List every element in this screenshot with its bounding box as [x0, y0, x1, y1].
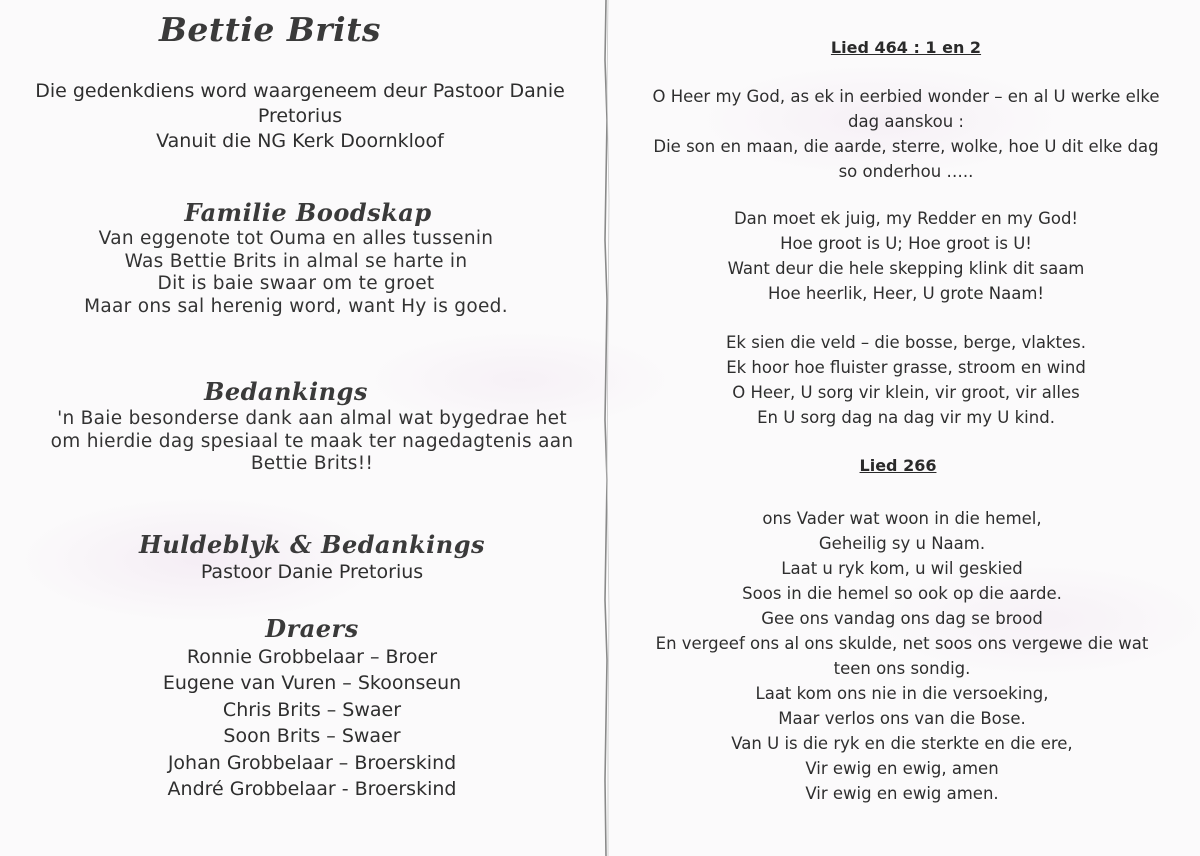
verse-line: Vir ewig en ewig amen. — [805, 784, 999, 803]
intro-text — [0, 79, 600, 154]
verse-line: Laat kom ons nie in die versoeking, — [755, 684, 1049, 703]
verse-line: so onderhou ….. — [838, 162, 974, 181]
verse-line: O Heer my God, as ek in eerbied wonder – en al U werke elke — [652, 87, 1160, 106]
verse-line: Maar verlos ons van die Bose. — [778, 709, 1026, 728]
verse-line: Hoe groot is U; Hoe groot is U! — [780, 234, 1032, 253]
verse-line: En U sorg dag na dag vir my U kind. — [757, 408, 1055, 427]
verse-line: Die son en maan, die aarde, sterre, wolke, hoe U dit elke dag — [653, 137, 1159, 156]
verse-line: Dan moet ek juig, my Redder en my God! — [733, 209, 1079, 228]
draer-item: Eugene van Vuren – Skoonseun — [162, 672, 462, 695]
verse-line: Gee ons vandag ons dag se brood — [761, 609, 1043, 628]
bedankings-heading: Bedankings — [204, 377, 368, 406]
verse-line: Want deur die hele skepping klink dit saam — [727, 259, 1085, 278]
familie-line: Van eggenote tot Ouma en alles tussenin — [98, 228, 494, 249]
verse-line: Vir ewig en ewig, amen — [805, 759, 999, 778]
verse-line: Van U is die ryk en die sterkte en die ere, — [731, 734, 1073, 753]
bedankings-text — [12, 408, 612, 476]
huldeblyk-line: Pastoor Danie Pretorius — [200, 561, 424, 583]
verse-line: Laat u ryk kom, u wil geskied — [781, 559, 1023, 578]
familie-line: Maar ons sal herenig word, want Hy is goed. — [84, 295, 508, 317]
verse-line: En vergeef ons al ons skulde, net soos ons vergewe die wat — [655, 634, 1149, 653]
verse-line: dag aanskou : — [848, 112, 964, 131]
familie-line: Was Bettie Brits in almal se harte in — [124, 250, 468, 272]
draer-item: Ronnie Grobbelaar – Broer — [186, 646, 438, 668]
familie-line: Dit is baie swaar om te groet — [157, 273, 435, 294]
draer-item: Chris Brits – Swaer — [222, 698, 402, 721]
intro-line: Vanuit die NG Kerk Doornkloof — [156, 130, 444, 152]
verse-line: teen ons sondig. — [833, 659, 971, 678]
draers-list — [12, 644, 612, 802]
intro-line: Pretorius — [257, 105, 343, 127]
draer-item: Soon Brits – Swaer — [223, 725, 401, 748]
song2-heading: Lied 266 — [859, 456, 937, 475]
song1-stanza1 — [612, 84, 1200, 184]
bedankings-line: 'n Baie besonderse dank aan almal wat bygedrae het — [57, 408, 567, 429]
draer-item: André Grobbelaar - Broerskind — [167, 778, 457, 801]
song1-heading: Lied 464 : 1 en 2 — [830, 38, 982, 57]
verse-line: Ek hoor hoe fluister grasse, stroom en wind — [726, 358, 1086, 377]
huldeblyk-text — [12, 560, 612, 585]
verse-line: O Heer, U sorg vir klein, vir groot, vir alles — [732, 383, 1080, 402]
song1-stanza3 — [612, 330, 1200, 430]
verse-line: Ek sien die veld – die bosse, berge, vlaktes. — [726, 333, 1086, 352]
verse-line: Hoe heerlik, Heer, U grote Naam! — [767, 284, 1045, 303]
familie-heading: Familie Boodskap — [184, 198, 432, 227]
bedankings-line: Bettie Brits!! — [250, 453, 374, 474]
verse-line: Soos in die hemel so ook op die aarde. — [742, 584, 1062, 603]
verse-line: Geheilig sy u Naam. — [818, 534, 986, 553]
familie-text — [0, 228, 596, 318]
draer-item: Johan Grobbelaar – Broerskind — [167, 751, 457, 774]
song2-text — [608, 506, 1196, 806]
intro-line: Die gedenkdiens word waargeneem deur Pastoor Danie — [35, 80, 565, 102]
right-page — [612, 0, 1200, 856]
draers-heading: Draers — [265, 614, 359, 643]
page-title: Bettie Brits — [158, 10, 382, 49]
bedankings-line: om hierdie dag spesiaal te maak ter nagedagtenis aan — [50, 430, 574, 452]
verse-line: ons Vader wat woon in die hemel, — [762, 509, 1042, 528]
huldeblyk-heading: Huldeblyk & Bedankings — [139, 530, 485, 559]
song1-stanza2 — [612, 206, 1200, 306]
